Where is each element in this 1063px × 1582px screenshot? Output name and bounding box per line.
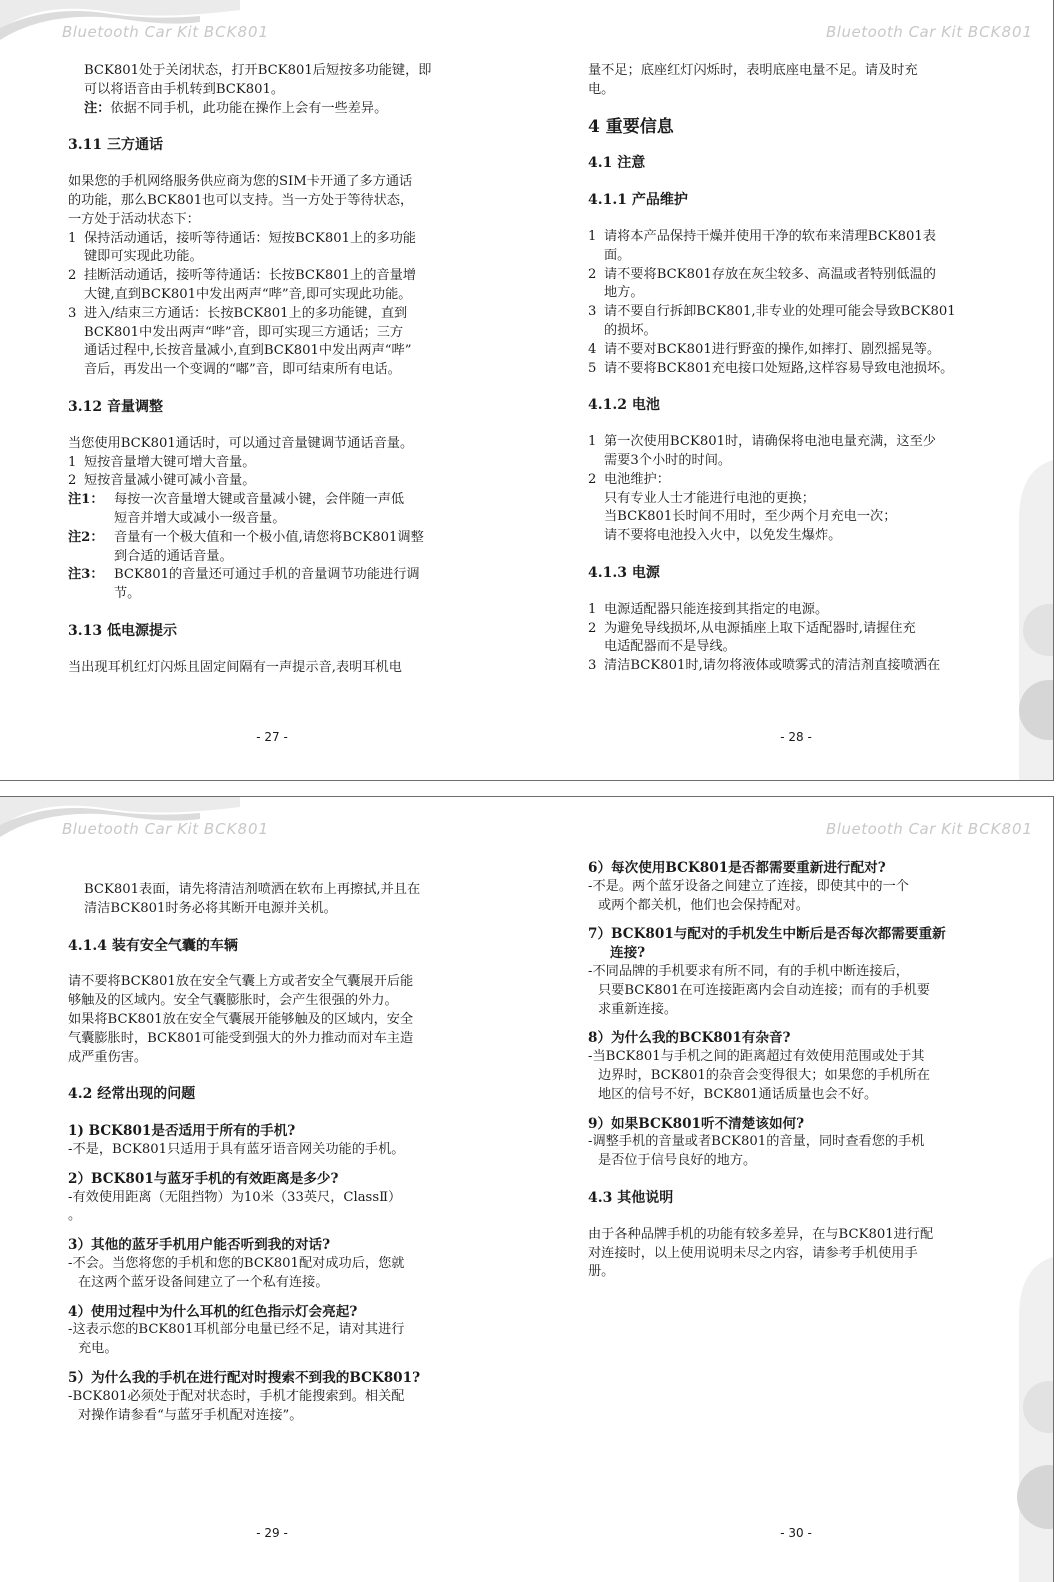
- faq-answer: -有效使用距离（无阻挡物）为10米（33英尺，ClassⅡ）: [68, 1189, 402, 1205]
- item-text: 请不要将电池投入火中，以免发生爆炸。: [604, 528, 842, 544]
- header-model: BCK801: [967, 820, 1034, 838]
- item-text: 需要3个小时的时间。: [604, 452, 732, 468]
- faq-question: 9）如果BCK801听不清楚该如何?: [588, 1115, 805, 1132]
- page-number: - 27 -: [256, 730, 288, 744]
- section-heading-4-1-4: 4.1.4 装有安全气囊的车辆: [68, 937, 238, 954]
- note-text: 短音并增大或减小一级音量。: [114, 510, 286, 526]
- running-header-left: [62, 23, 269, 41]
- page-28-column: [588, 62, 980, 676]
- list-item: [68, 454, 460, 473]
- item-text: 电源适配器只能连接到其指定的电源。: [604, 601, 829, 617]
- note-tag: 注1：: [68, 492, 104, 508]
- section-heading-4-1-1: 4.1.1 产品维护: [588, 192, 688, 209]
- header-model: BCK801: [203, 820, 270, 838]
- header-brand: Bluetooth Car Kit: [62, 820, 199, 838]
- item-text: 第一次使用BCK801时，请确保将电池电量充满，这至少: [604, 434, 936, 450]
- faq-answer: 或两个都关机，他们也会保持配对。: [598, 897, 809, 913]
- faq-question: 8）为什么我的BCK801有杂音?: [588, 1030, 791, 1047]
- spread-bottom: [0, 796, 1054, 1582]
- running-header-right: [826, 23, 1033, 41]
- list-item: [68, 305, 460, 380]
- faq-item: [588, 859, 980, 915]
- item-text: 请不要将BCK801充电接口处短路,这样容易导致电池损坏。: [604, 360, 954, 376]
- page-29-column: [68, 881, 460, 1425]
- item-number: 2: [588, 620, 597, 636]
- header-brand: Bluetooth Car Kit: [826, 23, 963, 41]
- faq-answer: 是否位于信号良好的地方。: [598, 1153, 757, 1169]
- note-text: 到合适的通话音量。: [114, 548, 233, 564]
- item-number: 2: [588, 471, 597, 487]
- list-item: [588, 303, 980, 341]
- paragraph-line: 量不足；底座红灯闪烁时，表明底座电量不足。请及时充: [588, 63, 918, 78]
- faq-item: [588, 925, 980, 1019]
- faq-question: 3）其他的蓝牙手机用户能否听到我的对话?: [68, 1237, 331, 1254]
- page-number: - 28 -: [780, 730, 812, 744]
- page-30-column: [588, 859, 980, 1282]
- item-text: 电适配器而不是导线。: [604, 639, 736, 655]
- item-number: 5: [588, 360, 597, 376]
- item-text: 电池维护：: [604, 471, 670, 487]
- faq-question: 6）每次使用BCK801是否都需要重新进行配对?: [588, 860, 886, 876]
- running-header-right: [826, 820, 1033, 838]
- item-text: 只有专业人士才能进行电池的更换；: [604, 490, 815, 506]
- faq-answer: -调整手机的音量或者BCK801的音量，同时查看您的手机: [588, 1134, 925, 1150]
- note-text: 节。: [114, 586, 141, 602]
- note-item: [68, 529, 460, 567]
- faq-answer: -BCK801必须处于配对状态时，手机才能搜索到。相关配: [68, 1388, 405, 1404]
- item-text: 短按音量减小键可减小音量。: [84, 473, 256, 489]
- faq-item: [68, 1369, 460, 1425]
- list-item: [588, 360, 980, 379]
- paragraph-line: 的功能，那么BCK801也可以支持。当一方处于等待状态，: [68, 192, 414, 208]
- faq-item: [588, 1029, 980, 1104]
- item-text: 清洁BCK801时,请勿将液体或喷雾式的清洁剂直接喷洒在: [604, 658, 941, 674]
- item-text: 键即可实现此功能。: [84, 249, 203, 265]
- paragraph-line: 请不要将BCK801放在安全气囊上方或者安全气囊展开后能: [68, 974, 414, 990]
- item-text: 请不要将BCK801存放在灰尘较多、高温或者特别低温的: [604, 266, 936, 282]
- paragraph-line: 由于各种品牌手机的功能有较多差异，在与BCK801进行配: [588, 1226, 934, 1242]
- running-header-left: [62, 820, 269, 838]
- item-number: 4: [588, 341, 597, 357]
- faq-answer: 地区的信号不好，BCK801通话质量也会不好。: [598, 1086, 878, 1102]
- section-heading-4-2: 4.2 经常出现的问题: [68, 1086, 196, 1103]
- item-number: 3: [68, 305, 77, 321]
- faq-answer: 边界时，BCK801的杂音会变得很大；如果您的手机所在: [598, 1067, 930, 1083]
- paragraph-line: 对连接时，以上使用说明未尽之内容，请参考手机使用手: [588, 1245, 918, 1261]
- list-item: [588, 266, 980, 304]
- faq-answer: -不同品牌的手机要求有所不同，有的手机中断连接后，: [588, 963, 909, 979]
- item-number: 1: [588, 601, 597, 617]
- list-item: [588, 471, 980, 546]
- item-number: 1: [68, 230, 77, 246]
- item-number: 1: [588, 434, 597, 450]
- faq-question: 7）BCK801与配对的手机发生中断后是否每次都需要重新: [588, 926, 946, 943]
- paragraph-line: BCK801表面，请先将清洁剂喷洒在软布上再擦拭,并且在: [84, 882, 421, 897]
- item-text: 为避免导线损坏,从电源插座上取下适配器时,请握住充: [604, 620, 916, 636]
- item-text: 面。: [604, 247, 631, 263]
- item-number: 2: [68, 473, 77, 489]
- list-item: [68, 267, 460, 305]
- paragraph-line: 册。: [588, 1264, 615, 1280]
- item-text: 地方。: [604, 285, 644, 301]
- note-text: 音量有一个极大值和一个极小值,请您将BCK801调整: [114, 529, 424, 545]
- list-item: [588, 341, 980, 360]
- section-heading-4-3: 4.3 其他说明: [588, 1189, 674, 1206]
- list-item: [588, 433, 980, 471]
- item-text: 大键,直到BCK801中发出两声“哔”音,即可实现此功能。: [84, 286, 412, 302]
- note-item: [68, 566, 460, 604]
- item-text: 的损坏。: [604, 322, 657, 338]
- spread-top: [0, 0, 1054, 781]
- faq-answer: 。: [68, 1208, 82, 1224]
- item-number: 2: [68, 268, 77, 284]
- note-item: [68, 491, 460, 529]
- intro-line: BCK801处于关闭状态，打开BCK801后短按多功能键，即: [84, 63, 432, 78]
- note-text: 依据不同手机，此功能在操作上会有一些差异。: [110, 100, 388, 116]
- item-text: 当BCK801长时间不用时，至少两个月充电一次；: [604, 509, 897, 525]
- intro-line: 可以将语音由手机转到BCK801。: [84, 81, 285, 97]
- header-model: BCK801: [967, 23, 1034, 41]
- item-text: 保持活动通话，接听等待通话：短按BCK801上的多功能: [84, 230, 416, 246]
- header-brand: Bluetooth Car Kit: [62, 23, 199, 41]
- paragraph-line: 当出现耳机红灯闪烁且固定间隔有一声提示音,表明耳机电: [68, 659, 402, 675]
- faq-answer: 在这两个蓝牙设备间建立了一个私有连接。: [78, 1274, 329, 1290]
- section-heading-4-1-2: 4.1.2 电池: [588, 397, 660, 414]
- faq-answer: 对操作请参看“与蓝牙手机配对连接”。: [78, 1407, 303, 1423]
- page-number: - 30 -: [780, 1526, 812, 1540]
- note-text: BCK801的音量还可通过手机的音量调节功能进行调: [114, 567, 420, 583]
- item-number: 2: [588, 266, 597, 282]
- faq-item: [68, 1236, 460, 1292]
- section-heading-3-11: 3.11 三方通话: [68, 137, 163, 154]
- list-item: [588, 620, 980, 658]
- note-label: 注：: [84, 100, 111, 116]
- faq-question: 1) BCK801是否适用于所有的手机?: [68, 1123, 296, 1140]
- faq-item: [588, 1115, 980, 1171]
- paragraph-line: 一方处于活动状态下：: [68, 211, 200, 227]
- paragraph-line: 成严重伤害。: [68, 1049, 148, 1065]
- faq-answer: 充电。: [78, 1341, 118, 1357]
- note-line: [68, 100, 460, 119]
- paragraph-line: 清洁BCK801时务必将其断开电源并关机。: [84, 900, 337, 916]
- page-27-column: [68, 62, 460, 678]
- faq-answer: -当BCK801与手机之间的距离超过有效使用范围或处于其: [588, 1049, 925, 1065]
- faq-question: 4）使用过程中为什么耳机的红色指示灯会亮起?: [68, 1303, 358, 1320]
- section-heading-4-1-3: 4.1.3 电源: [588, 564, 660, 581]
- faq-question: 2）BCK801与蓝牙手机的有效距离是多少?: [68, 1170, 339, 1187]
- paragraph-line: 电。: [588, 81, 615, 97]
- note-tag: 注2：: [68, 529, 104, 545]
- item-text: 请不要自行拆卸BCK801,非专业的处理可能会导致BCK801: [604, 304, 956, 320]
- page-number: - 29 -: [256, 1526, 288, 1540]
- item-number: 1: [588, 228, 597, 244]
- faq-question: 5）为什么我的手机在进行配对时搜索不到我的BCK801?: [68, 1369, 421, 1386]
- faq-item: [68, 1303, 460, 1359]
- list-item: [588, 657, 980, 676]
- chapter-heading-4: 4 重要信息: [588, 116, 674, 137]
- header-model: BCK801: [203, 23, 270, 41]
- side-decoration-graphic: [1009, 460, 1053, 780]
- faq-question: 连接?: [610, 945, 646, 962]
- item-text: 请不要对BCK801进行野蛮的操作,如摔打、剧烈摇晃等。: [604, 341, 941, 357]
- faq-item: [68, 1122, 460, 1160]
- item-number: 3: [588, 658, 597, 674]
- item-text: 挂断活动通话，接听等待通话：长按BCK801上的音量增: [84, 268, 416, 284]
- item-number: 1: [68, 454, 77, 470]
- item-text: 短按音量增大键可增大音量。: [84, 454, 256, 470]
- paragraph-line: 够触及的区域内。安全气囊膨胀时，会产生很强的外力。: [68, 993, 398, 1009]
- faq-answer: -不是。两个蓝牙设备之间建立了连接，即使其中的一个: [588, 878, 909, 894]
- faq-answer: -这表示您的BCK801耳机部分电量已经不足，请对其进行: [68, 1322, 405, 1338]
- list-item: [588, 228, 980, 266]
- paragraph-line: 如果将BCK801放在安全气囊展开能够触及的区域内，安全: [68, 1011, 414, 1027]
- faq-answer: 只要BCK801在可连接距离内会自动连接；而有的手机要: [598, 982, 930, 998]
- section-heading-3-12: 3.12 音量调整: [68, 398, 163, 415]
- list-item: [68, 230, 460, 268]
- paragraph-line: 当您使用BCK801通话时，可以通过音量键调节通话音量。: [68, 435, 414, 451]
- item-number: 3: [588, 304, 597, 320]
- item-text: 请将本产品保持干燥并使用干净的软布来清理BCK801表: [604, 228, 936, 244]
- header-brand: Bluetooth Car Kit: [826, 820, 963, 838]
- paragraph-line: 如果您的手机网络服务供应商为您的SIM卡开通了多方通话: [68, 174, 413, 190]
- item-text: 通话过程中,长按音量减小,直到BCK801中发出两声“哔”: [84, 343, 412, 359]
- note-tag: 注3：: [68, 567, 104, 583]
- side-decoration-graphic: [1009, 1257, 1053, 1582]
- note-text: 每按一次音量增大键或音量减小键，会伴随一声低: [114, 492, 405, 508]
- item-text: 音后，再发出一个变调的“嘟”音，即可结束所有电话。: [84, 362, 401, 378]
- faq-answer: -不会。当您将您的手机和您的BCK801配对成功后，您就: [68, 1255, 405, 1271]
- faq-answer: -不是，BCK801只适用于具有蓝牙语音网关功能的手机。: [68, 1141, 405, 1157]
- item-text: 进入/结束三方通话：长按BCK801上的多功能键，直到: [84, 305, 408, 321]
- list-item: [68, 472, 460, 491]
- faq-answer: 求重新连接。: [598, 1001, 678, 1017]
- paragraph-line: 气囊膨胀时，BCK801可能受到强大的外力推动而对车主造: [68, 1030, 414, 1046]
- faq-item: [68, 1170, 460, 1226]
- section-heading-4-1: 4.1 注意: [588, 155, 646, 172]
- list-item: [588, 601, 980, 620]
- item-text: BCK801中发出两声“哔”音，即可实现三方通话；三方: [84, 324, 404, 340]
- section-heading-3-13: 3.13 低电源提示: [68, 622, 177, 639]
